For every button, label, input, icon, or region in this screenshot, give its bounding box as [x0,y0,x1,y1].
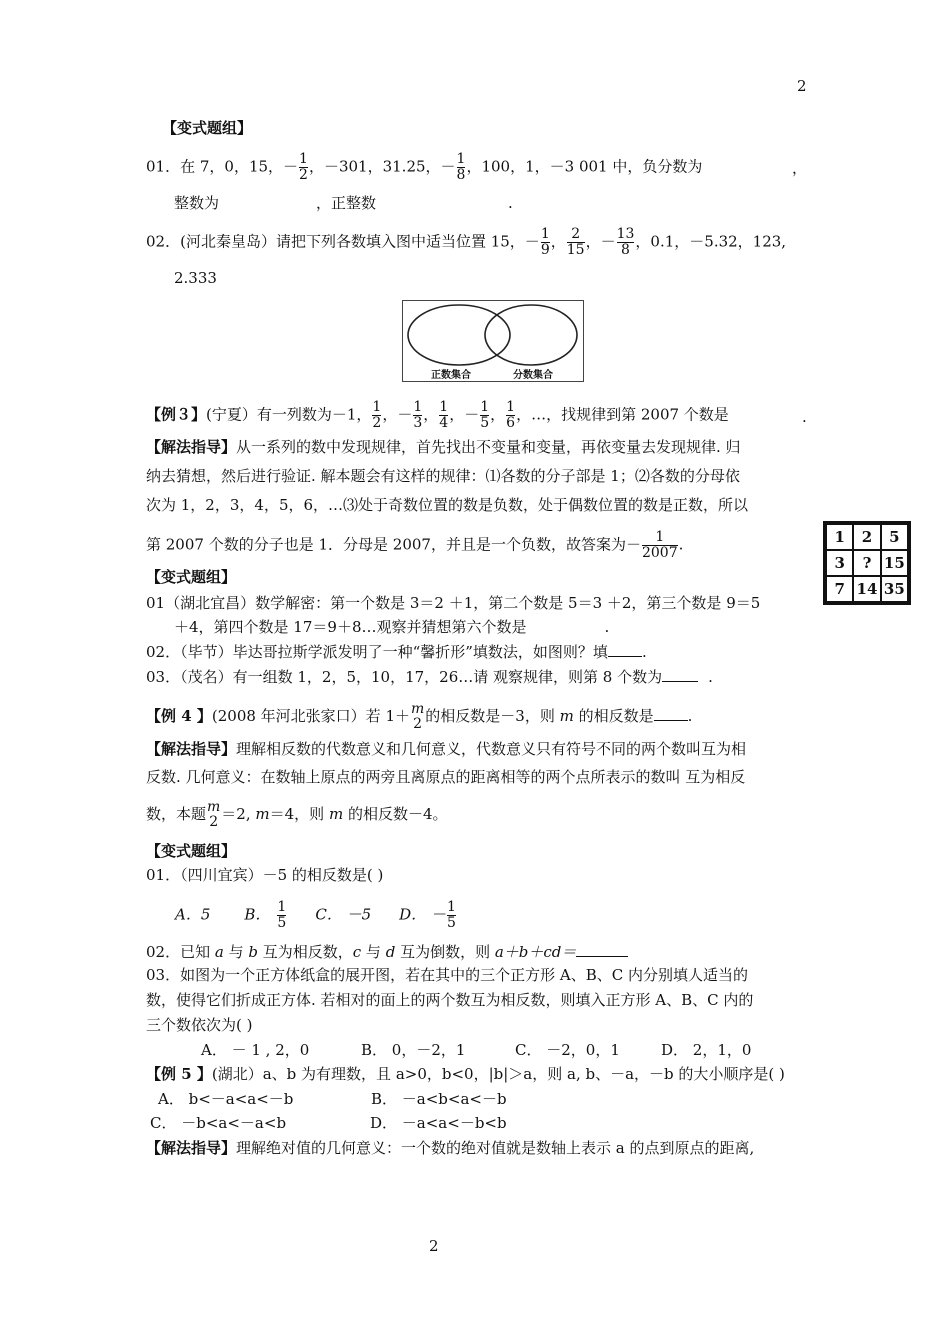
section3-q03-line1: 03．如图为一个正方体纸盒的展开图，若在其中的三个正方形 A、B、C 内分别填人适当的 [146,966,748,984]
section3-q03-line2: 数，使得它们折成正方体. 若相对的面上的两个数互为相反数，则填入正方形 A、B、C 内的 [146,991,754,1009]
page-number-bottom: 2 [429,1237,439,1255]
section2-q02: 02．（毕节）毕达哥拉斯学派发明了一种“馨折形”填数法，如图则？填 . [146,643,647,661]
venn-diagram [402,300,584,382]
example-5-option-c: C． －b<a<－a<b [150,1114,287,1132]
example-5-option-b: B． －a<b<a<－b [371,1090,507,1108]
section2-q01-line2: ＋4，第四个数是 17＝9＋8…观察并猜想第六个数是 . [174,618,610,636]
section3-q01: 01．（四川宜宾）－5 的相反数是( ) [146,866,384,884]
question-01-line1: 01．在 7，0，15，－ $\frac{1}{2}$ ，－301，31.25，－ $\frac{1}{8}$ ，100，1，－3 001 中，负分数为 [146,151,703,183]
question-02-line1: 02．(河北秦皇岛）请把下列各数填入图中适当位置 15，－ $\frac{1}{9}$ ， $\frac{2}{15}$ ，－ $\frac{13}{8}$ ，0.1，－5.32，123, [146,226,787,258]
grid-cell: 2 [853,524,880,550]
number-grid [823,521,911,605]
grid-cell: 7 [826,576,853,602]
example-4-guide-line3: 数，本题 m 2 ＝2, m＝4，则 m 的相反数－4。 [146,799,448,830]
section3-q03-option-a: A． － 1 , 2，0 [201,1041,310,1059]
venn-left-ellipse [408,305,510,365]
question-01-comma: ， [792,159,808,177]
example-3-guide-line4: 第 2007 个数的分子也是 1．分母是 2007，并且是一个负数，故答案为－ $\frac{1}{2007}$ . [146,529,684,561]
question-01-line2-end: . [508,194,513,212]
page-number-top: 2 [797,77,807,95]
section2-q01-line1: 01（湖北宜昌）数学解密：第一个数是 3＝2 ＋1，第二个数是 5＝3 ＋2，第三个数是 9＝5 [146,594,761,612]
grid-cell: 3 [826,550,853,576]
section3-q03-option-c: C． －2，0，1 [515,1041,620,1059]
question-01-line2b: ，正整数 [316,194,377,212]
grid-cell: 35 [881,576,908,602]
section3-q02: 02．已知 a 与 b 互为相反数，c 与 d 互为倒数，则 a＋b＋cd＝ [146,942,628,962]
grid-cell: ? [853,550,880,576]
example-4-line: 【例 4 】(2008 年河北张家口）若 1＋ m 2 的相反数是－3，则 m 的相反数是 . [146,701,693,732]
example-5-line: 【例 5 】(湖北）a、b 为有理数，且 a>0，b<0，|b|＞a，则 a, b、－a，－b 的大小顺序是( ) [146,1065,785,1083]
example-5-guide-line1: 【解法指导】理解绝对值的几何意义：一个数的绝对值就是数轴上表示 a 的点到原点的距离, [146,1139,755,1157]
venn-left-label: 正数集合 [431,370,471,381]
section2-q03: 03．（茂名）有一组数 1，2，5，10，17，26…请 观察规律，则第 8 个数为 . [146,668,713,686]
example-3-guide-line1: 【解法指导】从一系列的数中发现规律，首先找出不变量和变量，再依变量去发现规律. 归 [146,438,741,456]
section3-q03-line3: 三个数依次为( ) [146,1016,253,1034]
grid-cell: 5 [881,524,908,550]
example-5-option-d: D． －a<a<－b<b [370,1114,507,1132]
example-3-end: . [802,408,807,426]
section-heading: 【变式题组】 [146,842,237,860]
example-3-guide-line3: 次为 1，2，3，4，5，6，…⑶处于奇数位置的数是负数，处于偶数位置的数是正数，所以 [146,496,749,514]
question-02-line2: 2.333 [174,269,217,287]
section-heading: 【变式题组】 [146,568,237,586]
example-4-guide-line2: 反数. 几何意义：在数轴上原点的两旁且离原点的距离相等的两个点所表示的数叫 互为相反 [146,768,746,786]
venn-circles [403,301,583,381]
section3-q03-option-d: D． 2，1，0 [661,1041,752,1059]
section3-q01-options: A．5 B． $\frac{1}{5}$ C． －5 D． － $\frac{1}{5}$ [175,899,456,931]
section3-q03-option-b: B． 0，－2，1 [361,1041,466,1059]
grid-cell: 1 [826,524,853,550]
grid-cell: 14 [853,576,880,602]
example-3-line: 【例３】(宁夏）有一列数为－1， $\frac{1}{2}$ ，－ $\frac{1}{3}$ ， $\frac{1}{4}$ ，－ $\frac{1}{5}$ ， $\frac{1}{6}$ ，…，找规律到第 2007 个数是 [146,399,729,431]
grid-cell: 15 [881,550,908,576]
example-3-guide-line2: 纳去猜想，然后进行验证. 解本题会有这样的规律：⑴各数的分子部是 1；⑵各数的分母依 [146,467,740,485]
question-01-line2a: 整数为 [174,194,220,212]
section-heading: 【变式题组】 [162,119,253,137]
example-5-option-a: A． b<－a<a<－b [158,1090,294,1108]
example-4-guide-line1: 【解法指导】理解相反数的代数意义和几何意义，代数意义只有符号不同的两个数叫互为相 [146,740,747,758]
venn-right-label: 分数集合 [513,370,553,381]
venn-right-ellipse [485,305,577,365]
